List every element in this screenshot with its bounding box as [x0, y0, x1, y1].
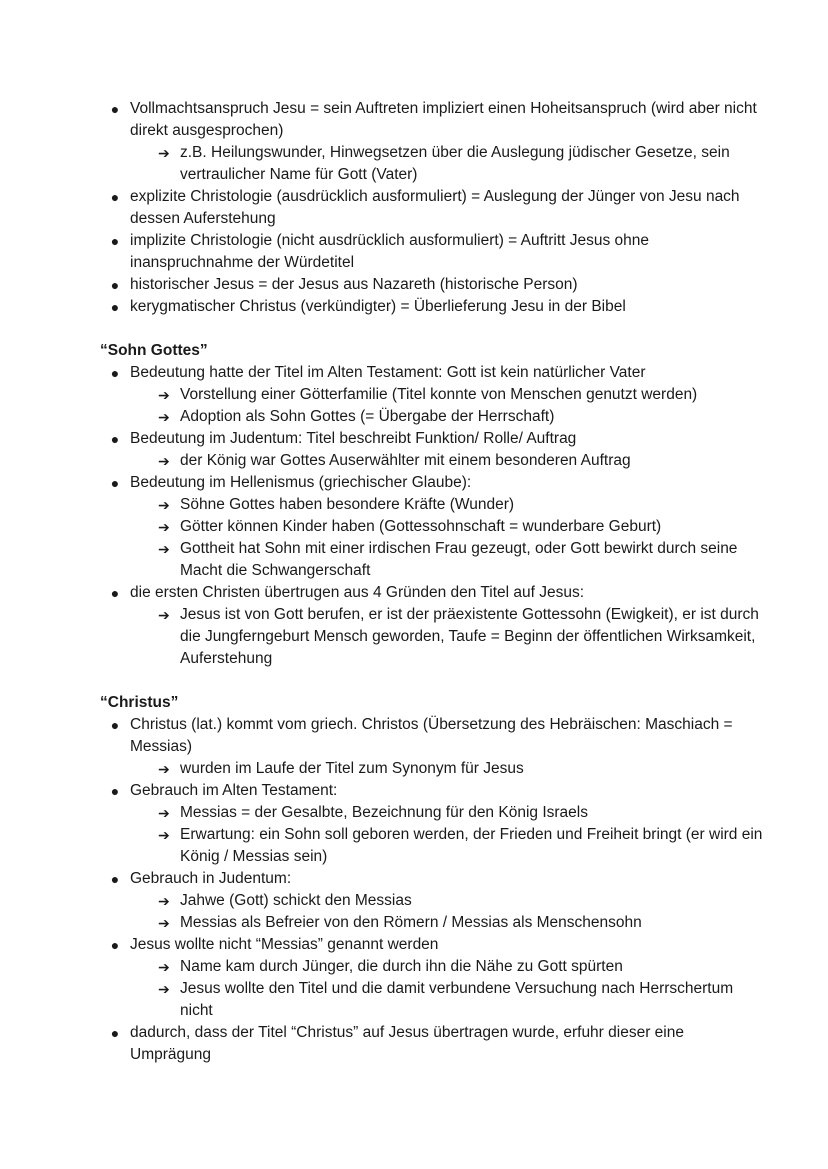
arrow-item-text: Jesus wollte den Titel und die damit verbundene Versuchung nach Herrschertum nicht	[180, 980, 734, 1019]
bullet-icon: ●	[110, 717, 120, 733]
arrow-item-text: Name kam durch Jünger, die durch ihn die Nähe zu Gott spürten	[180, 958, 623, 975]
arrow-list	[130, 604, 768, 670]
arrow-list	[130, 890, 768, 934]
arrow-right-icon: ➔	[158, 607, 170, 623]
bullet-icon: ●	[110, 365, 120, 381]
arrow-item	[130, 956, 768, 978]
bullet-icon: ●	[110, 475, 120, 491]
list-item-text: dadurch, dass der Titel “Christus” auf Jesus übertragen wurde, erfuhr dieser eine Umprägung	[130, 1024, 684, 1063]
arrow-item	[130, 890, 768, 912]
list-item	[100, 230, 768, 274]
bullet-list-sohn-gottes	[100, 362, 768, 670]
bullet-icon: ●	[110, 431, 120, 447]
list-item	[100, 472, 768, 582]
arrow-item	[130, 494, 768, 516]
arrow-item-text: Messias = der Gesalbte, Bezeichnung für den König Israels	[180, 804, 588, 821]
arrow-right-icon: ➔	[158, 959, 170, 975]
section-heading: “Christus”	[100, 694, 179, 711]
arrow-item	[130, 406, 768, 428]
list-item-text: explizite Christologie (ausdrücklich ausformuliert) = Auslegung der Jünger von Jesu nach dessen Auferstehung	[130, 188, 740, 227]
arrow-list	[130, 956, 768, 1022]
list-item	[100, 934, 768, 1022]
arrow-right-icon: ➔	[158, 409, 170, 425]
arrow-item	[130, 538, 768, 582]
arrow-item-text: der König war Gottes Auserwählter mit einem besonderen Auftrag	[180, 452, 631, 469]
arrow-right-icon: ➔	[158, 519, 170, 535]
arrow-right-icon: ➔	[158, 805, 170, 821]
arrow-right-icon: ➔	[158, 497, 170, 513]
arrow-right-icon: ➔	[158, 453, 170, 469]
list-item	[100, 1022, 768, 1066]
arrow-item-text: Vorstellung einer Götterfamilie (Titel konnte von Menschen genutzt werden)	[180, 386, 698, 403]
list-item	[100, 428, 768, 472]
bullet-icon: ●	[110, 277, 120, 293]
arrow-item	[130, 802, 768, 824]
bullet-icon: ●	[110, 299, 120, 315]
section-intro	[100, 98, 768, 318]
arrow-list	[130, 450, 768, 472]
arrow-item-text: Gottheit hat Sohn mit einer irdischen Frau gezeugt, oder Gott bewirkt durch seine Macht die Schwangerschaft	[180, 540, 738, 579]
list-item	[100, 274, 768, 296]
arrow-right-icon: ➔	[158, 145, 170, 161]
arrow-item-text: Jahwe (Gott) schickt den Messias	[180, 892, 412, 909]
arrow-list	[130, 758, 768, 780]
bullet-list-intro	[100, 98, 768, 318]
bullet-icon: ●	[110, 233, 120, 249]
arrow-item	[130, 516, 768, 538]
arrow-right-icon: ➔	[158, 387, 170, 403]
list-item	[100, 296, 768, 318]
arrow-item	[130, 824, 768, 868]
list-item-text: Vollmachtsanspruch Jesu = sein Auftreten impliziert einen Hoheitsanspruch (wird aber nicht direkt ausgesprochen)	[130, 100, 757, 139]
arrow-item-text: Jesus ist von Gott berufen, er ist der präexistente Gottessohn (Ewigkeit), er ist durch die Jungferngeburt Mensch geworden, Taufe = Beginn der öffentlichen Wirksamkeit, Auferstehung	[180, 606, 759, 667]
arrow-list	[130, 494, 768, 582]
bullet-icon: ●	[110, 783, 120, 799]
list-item	[100, 186, 768, 230]
section-sohn-gottes	[100, 340, 768, 670]
list-item	[100, 780, 768, 868]
bullet-icon: ●	[110, 937, 120, 953]
arrow-item	[130, 450, 768, 472]
arrow-item-text: z.B. Heilungswunder, Hinwegsetzen über die Auslegung jüdischer Gesetze, sein vertraulicher Name für Gott (Vater)	[180, 144, 730, 183]
arrow-item	[130, 604, 768, 670]
bullet-icon: ●	[110, 1025, 120, 1041]
arrow-item-text: wurden im Laufe der Titel zum Synonym für Jesus	[180, 760, 524, 777]
arrow-list	[130, 142, 768, 186]
section-heading: “Sohn Gottes”	[100, 342, 208, 359]
list-item-text: Bedeutung hatte der Titel im Alten Testament: Gott ist kein natürlicher Vater	[130, 364, 646, 381]
arrow-item	[130, 912, 768, 934]
arrow-right-icon: ➔	[158, 827, 170, 843]
list-item-text: die ersten Christen übertrugen aus 4 Gründen den Titel auf Jesus:	[130, 584, 585, 601]
list-item-text: Bedeutung im Judentum: Titel beschreibt Funktion/ Rolle/ Auftrag	[130, 430, 577, 447]
arrow-item	[130, 978, 768, 1022]
arrow-item-text: Götter können Kinder haben (Gottessohnschaft = wunderbare Geburt)	[180, 518, 662, 535]
arrow-right-icon: ➔	[158, 893, 170, 909]
list-item-text: Jesus wollte nicht “Messias” genannt werden	[130, 936, 439, 953]
arrow-right-icon: ➔	[158, 761, 170, 777]
arrow-right-icon: ➔	[158, 541, 170, 557]
arrow-item-text: Erwartung: ein Sohn soll geboren werden, der Frieden und Freiheit bringt (er wird ein König / Messias sein)	[180, 826, 763, 865]
arrow-right-icon: ➔	[158, 981, 170, 997]
list-item	[100, 362, 768, 428]
arrow-item-text: Messias als Befreier von den Römern / Messias als Menschensohn	[180, 914, 642, 931]
arrow-right-icon: ➔	[158, 915, 170, 931]
arrow-item	[130, 758, 768, 780]
bullet-icon: ●	[110, 101, 120, 117]
list-item-text: kerygmatischer Christus (verkündigter) = Überlieferung Jesu in der Bibel	[130, 298, 626, 315]
arrow-item	[130, 142, 768, 186]
list-item	[100, 98, 768, 186]
list-item-text: historischer Jesus = der Jesus aus Nazareth (historische Person)	[130, 276, 578, 293]
bullet-list-christus	[100, 714, 768, 1066]
arrow-item-text: Söhne Gottes haben besondere Kräfte (Wunder)	[180, 496, 515, 513]
arrow-item	[130, 384, 768, 406]
arrow-list	[130, 802, 768, 868]
list-item-text: implizite Christologie (nicht ausdrücklich ausformuliert) = Auftritt Jesus ohne inanspruchnahme der Würdetitel	[130, 232, 650, 271]
bullet-icon: ●	[110, 189, 120, 205]
bullet-icon: ●	[110, 871, 120, 887]
list-item	[100, 714, 768, 780]
list-item	[100, 868, 768, 934]
list-item	[100, 582, 768, 670]
bullet-icon: ●	[110, 585, 120, 601]
list-item-text: Gebrauch in Judentum:	[130, 870, 292, 887]
section-christus	[100, 692, 768, 1066]
list-item-text: Christus (lat.) kommt vom griech. Christos (Übersetzung des Hebräischen: Maschiach = Messias)	[130, 716, 733, 755]
arrow-list	[130, 384, 768, 428]
list-item-text: Gebrauch im Alten Testament:	[130, 782, 338, 799]
arrow-item-text: Adoption als Sohn Gottes (= Übergabe der Herrschaft)	[180, 408, 555, 425]
list-item-text: Bedeutung im Hellenismus (griechischer Glaube):	[130, 474, 472, 491]
